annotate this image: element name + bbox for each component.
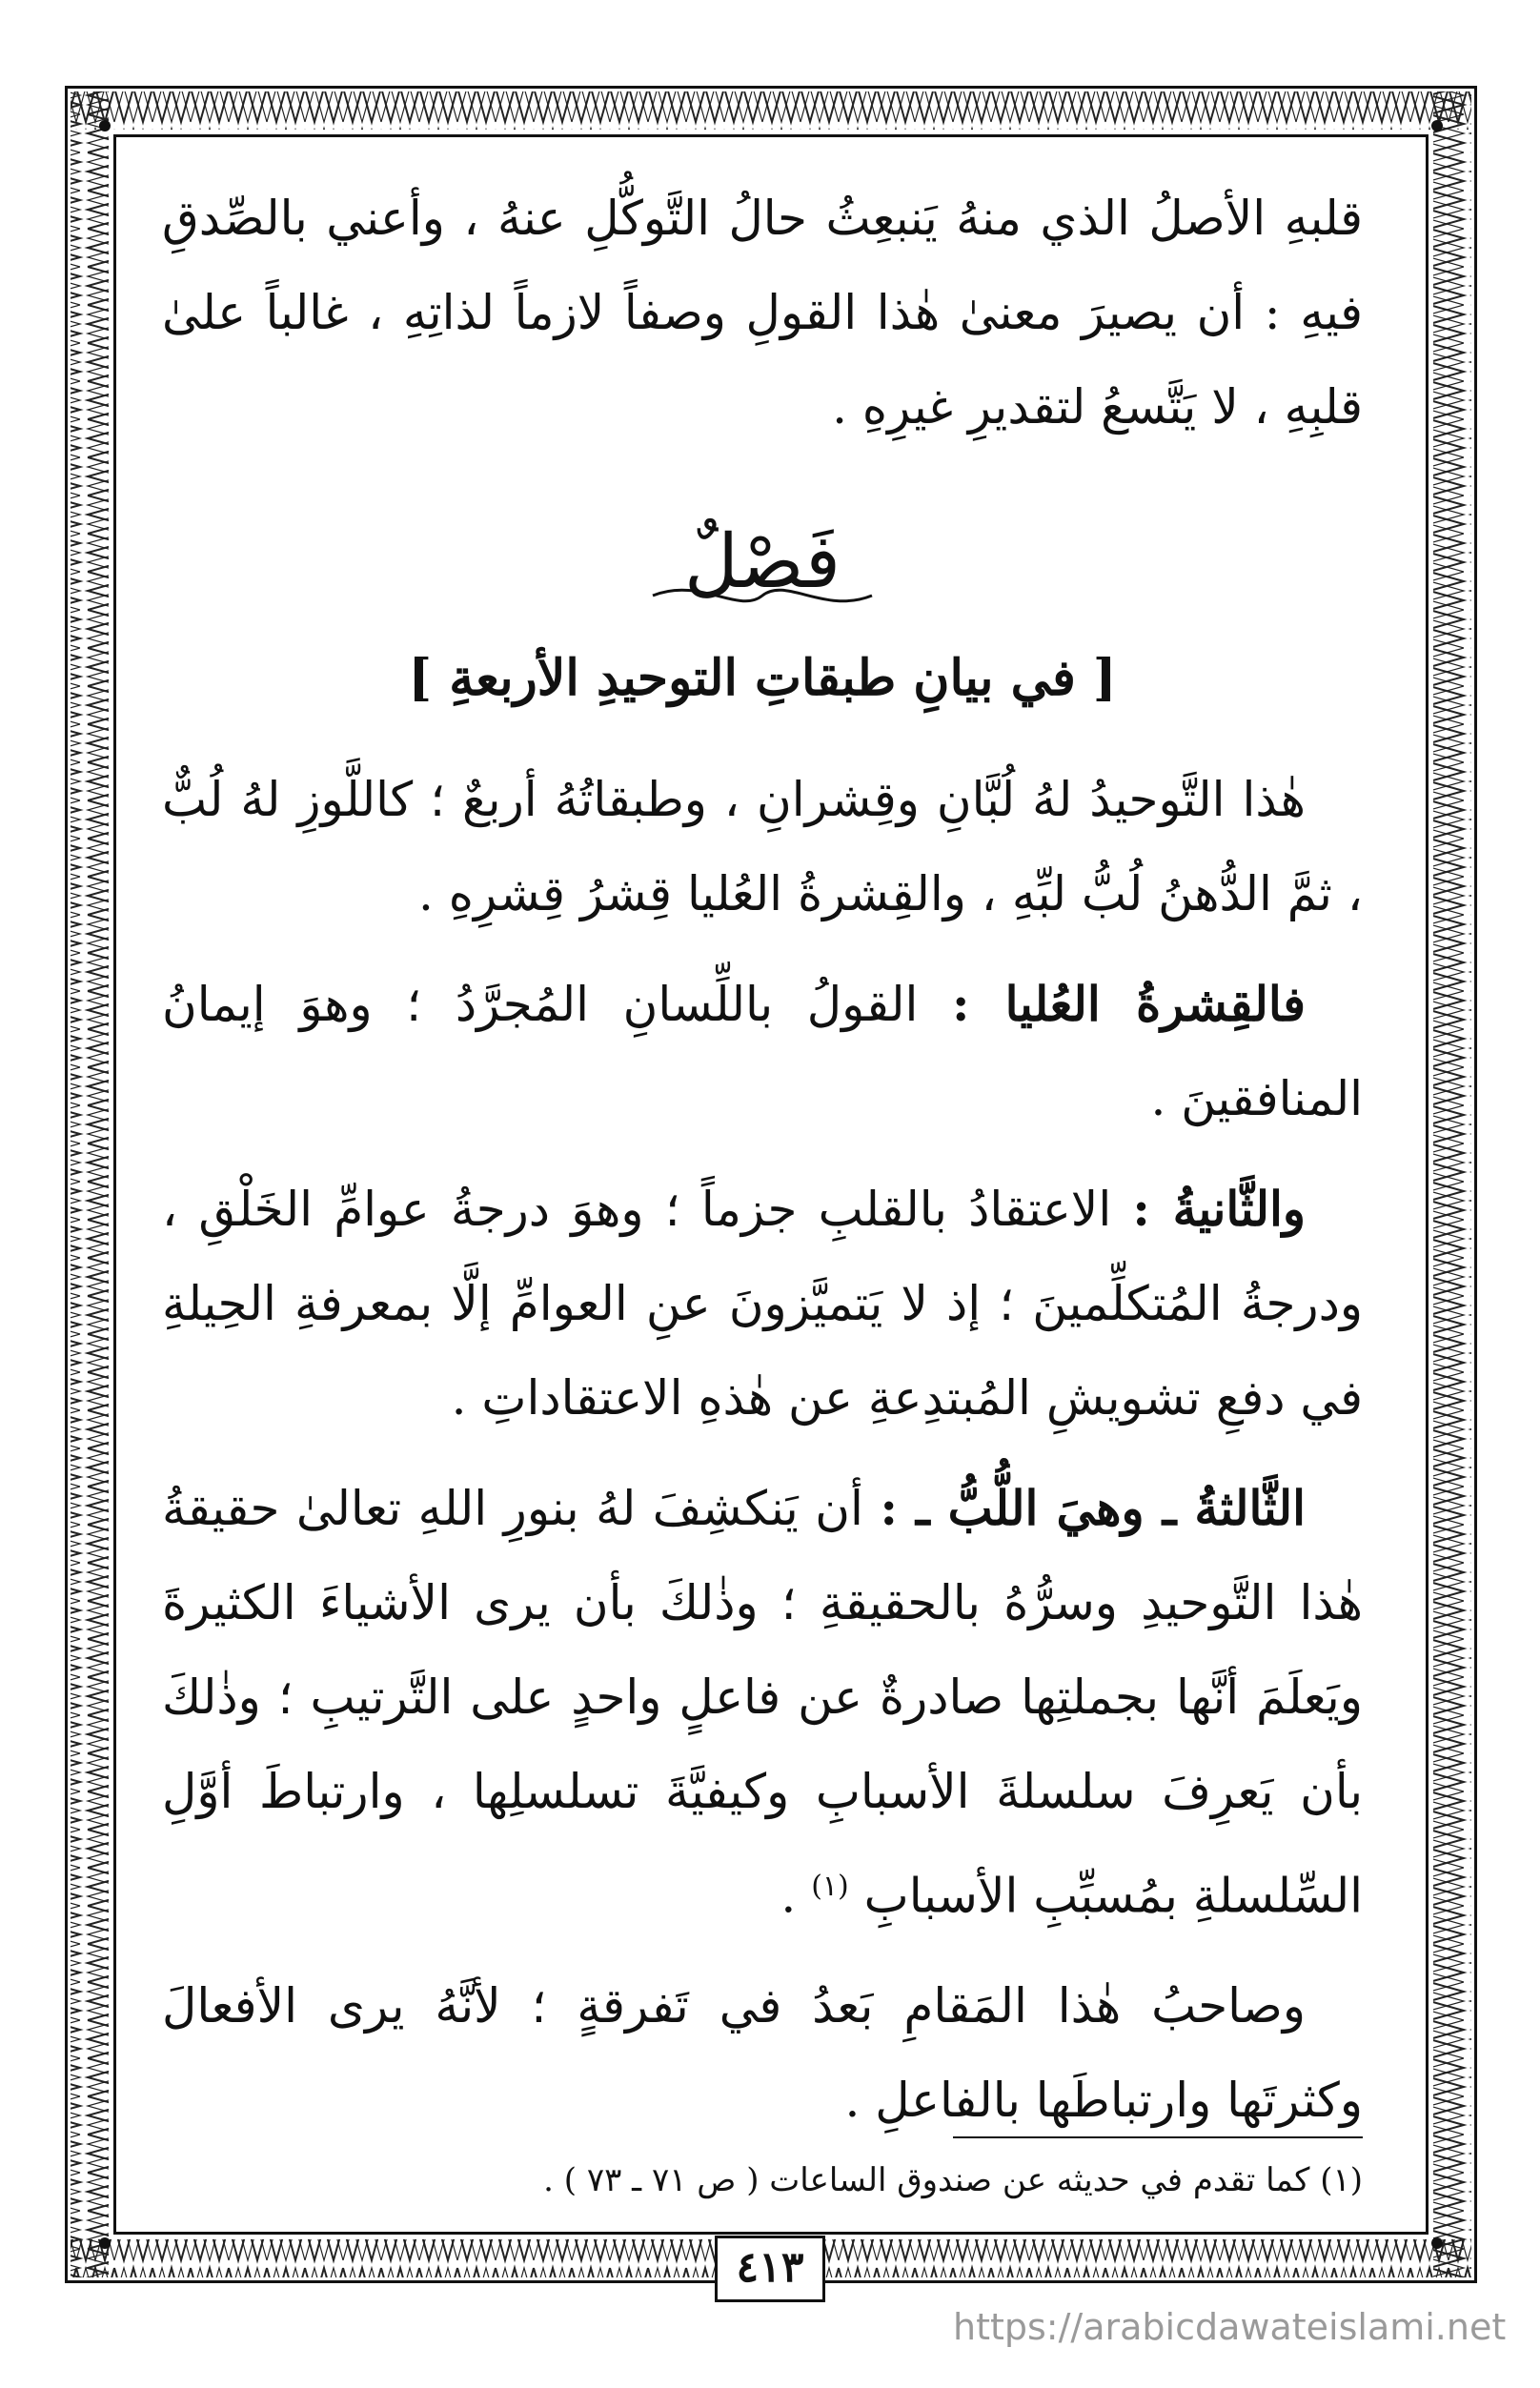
paragraph-first-layer [162,957,1363,1146]
paragraph-second-layer [162,1162,1363,1446]
page-number: ٤١٣ [715,2236,825,2302]
opening-paragraph: قلبهِ الأصلُ الذي منهُ يَنبعِثُ حالُ التَّوكُّلِ عنهُ ، وأعني بالصِّدقِ فيهِ : أن يصيرَ معنىٰ هٰذا القولِ وصفاً لازماً لذاتِهِ ، غالباً علىٰ قلبِهِ ، لا يَتَّسعُ لتقديرِ غيرِهِ . [162,191,1363,435]
paragraph-text: القولُ باللِّسانِ المُجرَّدُ ؛ وهوَ إيمانُ المنافقينَ . [162,977,1363,1126]
opening-text-block [162,172,1363,455]
watermark-url: https://arabicdawateislami.net [953,2306,1507,2348]
footnote: (١) كما تقدم في حديثه عن صندوق الساعات ( ص ٧١ ـ ٧٣ ) . [543,2161,1363,2199]
paragraph-lead: والثَّانيةُ : [1132,1181,1306,1237]
paragraph-lead: فالقِشرةُ العُليا : [952,976,1307,1032]
main-text-block [162,753,1363,2148]
heading-flourish-icon [643,572,881,619]
paragraph-closing [162,1959,1363,2148]
paragraph-text: وصاحبُ هٰذا المَقامِ بَعدُ في تَفرقةٍ ؛ لأنَّهُ يرى الأفعالَ وكثرتَها وارتباطَها بالفاعلِ . [162,1977,1363,2128]
fasl-heading: فَصْلٌ [684,519,841,605]
paragraph-text: أن يَنكشِفَ لهُ بنورِ اللهِ تعالىٰ حقيقةُ هٰذا التَّوحيدِ وسرُّهُ بالحقيقةِ ؛ وذٰلكَ بأن يرى الأشياءَ الكثيرةَ ويَعلَمَ أنَّها بجملتِها صادرةٌ عن فاعلٍ واحدٍ على التَّرتيبِ ؛ وذٰلكَ بأن يَعرِفَ سلسلةَ الأسبابِ وكيفيَّةَ تسلسلِها ، وارتباطَ أوَّلِ السِّلسلةِ بمُسبِّبِ الأسبابِ [162,1481,1363,1924]
paragraph-text: الاعتقادُ بالقلبِ جزماً ؛ وهوَ درجةُ عوامِّ الخَلْقِ ، ودرجةُ المُتكلِّمينَ ؛ إذ لا يَتميَّزونَ عنِ العوامِّ إلَّا بمعرفةِ الحِيلةِ في دفعِ تشويشِ المُبتدِعةِ عن هٰذهِ الاعتقاداتِ . [162,1182,1363,1426]
paragraph-tail: . [780,1868,812,1924]
footnote-marker: (١) [811,1870,849,1903]
paragraph-intro [162,753,1363,941]
paragraph-text: هٰذا التَّوحيدُ لهُ لُبَّانِ وقِشرانِ ، وطبقاتُهُ أربعٌ ؛ كاللَّوزِ لهُ لُبٌّ ، ثمَّ الدُّهنُ لُبُّ لبِّهِ ، والقِشرةُ العُليا قِشرُ قِشرِهِ . [162,772,1363,921]
section-title: [ في بيانِ طبقاتِ التوحيدِ الأربعةِ ] [408,649,1117,707]
paragraph-lead: الثَّالثةُ ـ وهيَ اللُّبُّ ـ : [880,1480,1306,1536]
footnote-divider [953,2136,1363,2138]
paragraph-third-layer [162,1461,1363,1944]
